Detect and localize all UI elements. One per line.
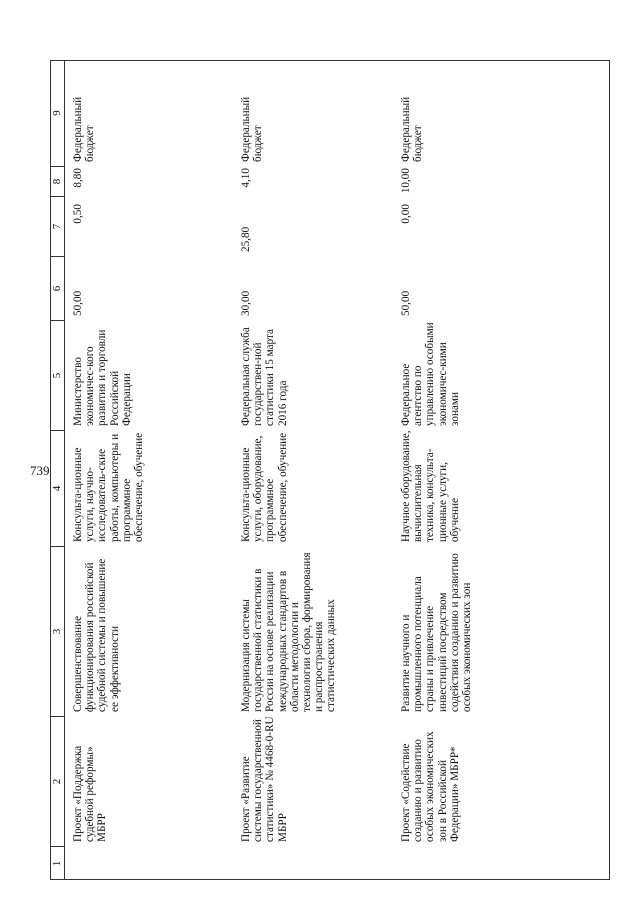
column-header-2: 2 <box>50 716 65 846</box>
rotated-table-container <box>50 60 610 880</box>
project-name-cell: Проект «Поддержка судебной реформы» МБРР <box>72 745 109 842</box>
purchases-cell: Консульта-ционные услуги, оборудование, программное обеспечение, обучение <box>240 432 289 542</box>
page-number: 739 <box>30 463 50 478</box>
table-row <box>400 60 600 880</box>
column-header-6: 6 <box>50 256 65 320</box>
executor-cell: Федеральное агентство по управлению особыми экономичес-кими зонами <box>400 322 461 426</box>
column-header-8: 8 <box>50 166 65 196</box>
project-goal-cell: Развитие научного и промышленного потенциала страны и привлечение инвестиций посредством содействия созданию и развитию особых экономических зон <box>400 553 474 712</box>
value-cell-7: 0,50 <box>72 204 84 224</box>
table-row <box>240 60 400 880</box>
column-header-7: 7 <box>50 196 65 256</box>
value-cell-7: 0,00 <box>400 204 412 224</box>
column-header-4: 4 <box>50 430 65 546</box>
value-cell-6: 50,00 <box>400 290 412 316</box>
purchases-cell: Консульта-ционные услуги, научно-исследователь-ские работы, компьютеры и программное обеспечение, обучение <box>72 432 146 542</box>
table-row <box>72 60 242 880</box>
funding-source-cell: Федеральный бюджет <box>72 96 97 162</box>
executor-cell: Министерство экономичес-кого развития и торговли Российской Федерации <box>72 329 133 426</box>
column-header-3: 3 <box>50 546 65 716</box>
column-header-1: 1 <box>50 846 65 880</box>
value-cell-6: 30,00 <box>240 290 252 316</box>
column-header-5: 5 <box>50 320 65 430</box>
executor-cell: Федеральная служба государствен-ной статистики 15 марта 2016 года <box>240 327 289 426</box>
value-cell-8: 8,80 <box>72 168 84 188</box>
funding-source-cell: Федеральный бюджет <box>400 96 425 162</box>
value-cell-8: 10,00 <box>400 168 412 194</box>
project-goal-cell: Совершенствование функционирования российской судебной системы и повышение ее эффективности <box>72 558 121 712</box>
value-cell-8: 4,10 <box>240 168 252 188</box>
purchases-cell: Научное оборудование, вычислительная техника, консульта-ционные услуги, обучение <box>400 430 461 542</box>
data-table <box>50 60 610 880</box>
column-header-9: 9 <box>50 60 65 166</box>
value-cell-6: 50,00 <box>72 290 84 316</box>
project-goal-cell: Модернизация системы государственной статистики в России на основе реализации международных стандартов в области методологии и технологии сбора, формирования и распространения статистических данных <box>240 552 338 712</box>
project-name-cell: Проект «Развитие системы государственной статистики» № 4468-0-RU МБРР <box>240 716 289 842</box>
funding-source-cell: Федеральный бюджет <box>240 96 265 162</box>
project-name-cell: Проект «Содействие созданию и развитию особых экономических зон в Российской Федерации» МБРР* <box>400 731 461 842</box>
value-cell-7: 25,80 <box>240 226 252 252</box>
